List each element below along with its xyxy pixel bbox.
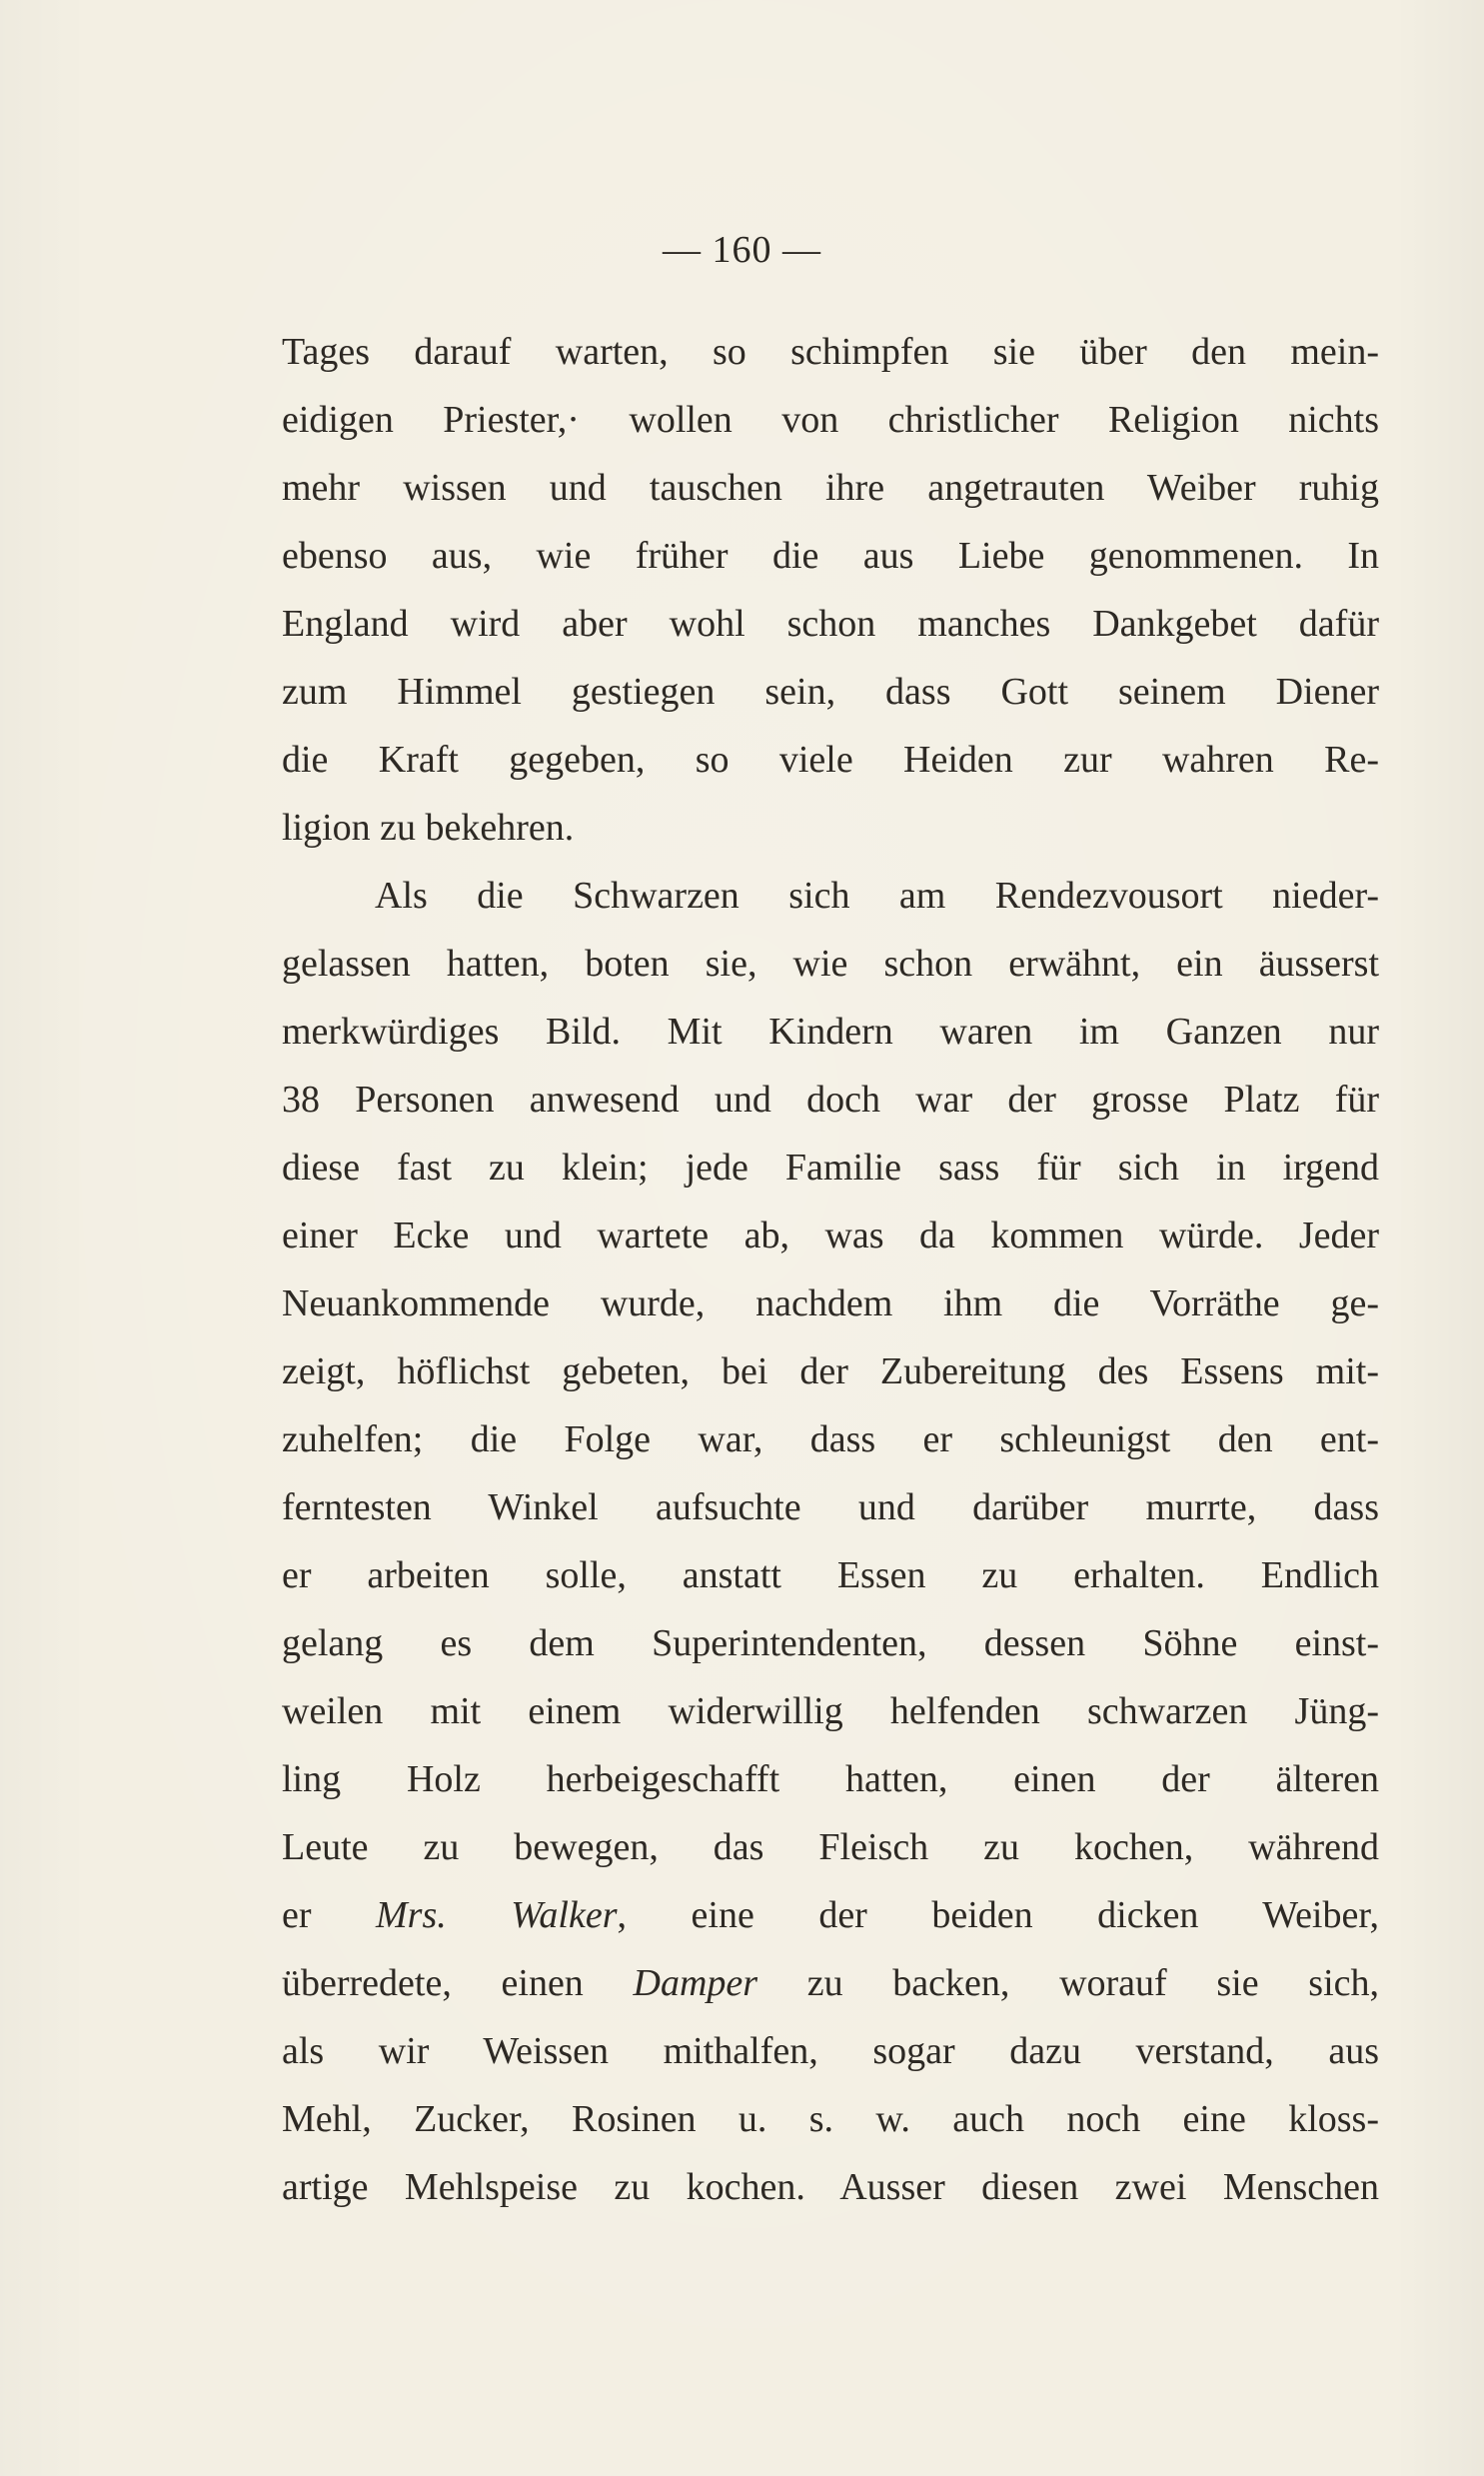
text-segment: überredete, einen [282, 1962, 634, 2004]
text-line: ferntesten Winkel aufsuchte und darüber murrte, dass [282, 1486, 1379, 1528]
text-line: Tages darauf warten, so schimpfen sie über den mein- [282, 331, 1379, 373]
text-line: diese fast zu klein; jede Familie sass für sich in irgend [282, 1147, 1379, 1189]
text-line: zum Himmel gestiegen sein, dass Gott seinem Diener [282, 671, 1379, 713]
text-line-with-term [282, 1949, 1379, 2017]
text-line: gelassen hatten, boten sie, wie schon erwähnt, ein äusserst [282, 943, 1379, 985]
text-line: die Kraft gegeben, so viele Heiden zur wahren Re- [282, 739, 1379, 781]
text-line: Leute zu bewegen, das Fleisch zu kochen, während [282, 1826, 1379, 1868]
text-line: eidigen Priester,· wollen von christlicher Religion nichts [282, 399, 1379, 441]
text-segment: zu backen, worauf sie sich, [757, 1962, 1379, 2004]
page-number-header: — 160 — [663, 229, 821, 271]
text-line: zeigt, höflichst gebeten, bei der Zubereitung des Essens mit- [282, 1350, 1379, 1392]
text-line: er arbeiten solle, anstatt Essen zu erhalten. Endlich [282, 1554, 1379, 1596]
text-segment: , eine der beiden dicken Weiber, [617, 1894, 1379, 1936]
text-line-with-name [282, 1881, 1379, 1949]
body-text [282, 318, 1379, 2221]
text-segment: er [282, 1894, 377, 1936]
text-line: als wir Weissen mithalfen, sogar dazu verstand, aus [282, 2030, 1379, 2072]
text-line: ligion zu bekehren. [282, 807, 575, 849]
text-line: weilen mit einem widerwillig helfenden schwarzen Jüng- [282, 1690, 1379, 1732]
text-line: ling Holz herbeigeschafft hatten, einen der älteren [282, 1758, 1379, 1800]
text-line: artige Mehlspeise zu kochen. Ausser diesen zwei Menschen [282, 2166, 1379, 2208]
italic-term: Damper [633, 1962, 758, 2004]
text-line: England wird aber wohl schon manches Dankgebet dafür [282, 603, 1379, 645]
text-line: zuhelfen; die Folge war, dass er schleunigst den ent- [282, 1418, 1379, 1460]
text-line: gelang es dem Superintendenten, dessen Söhne einst- [282, 1622, 1379, 1664]
text-line: Neuankommende wurde, nachdem ihm die Vorräthe ge- [282, 1282, 1379, 1324]
text-line: ebenso aus, wie früher die aus Liebe genommenen. In [282, 535, 1379, 577]
text-line: merkwürdiges Bild. Mit Kindern waren im Ganzen nur [282, 1011, 1379, 1053]
text-line: einer Ecke und wartete ab, was da kommen würde. Jeder [282, 1215, 1379, 1256]
text-line: 38 Personen anwesend und doch war der grosse Platz für [282, 1079, 1379, 1121]
text-line: mehr wissen und tauschen ihre angetrauten Weiber ruhig [282, 467, 1379, 509]
text-line: Mehl, Zucker, Rosinen u. s. w. auch noch eine kloss- [282, 2098, 1379, 2140]
text-line-paragraph-start: Als die Schwarzen sich am Rendezvousort nieder- [375, 875, 1379, 917]
italic-name: Mrs. Walker [376, 1894, 618, 1936]
